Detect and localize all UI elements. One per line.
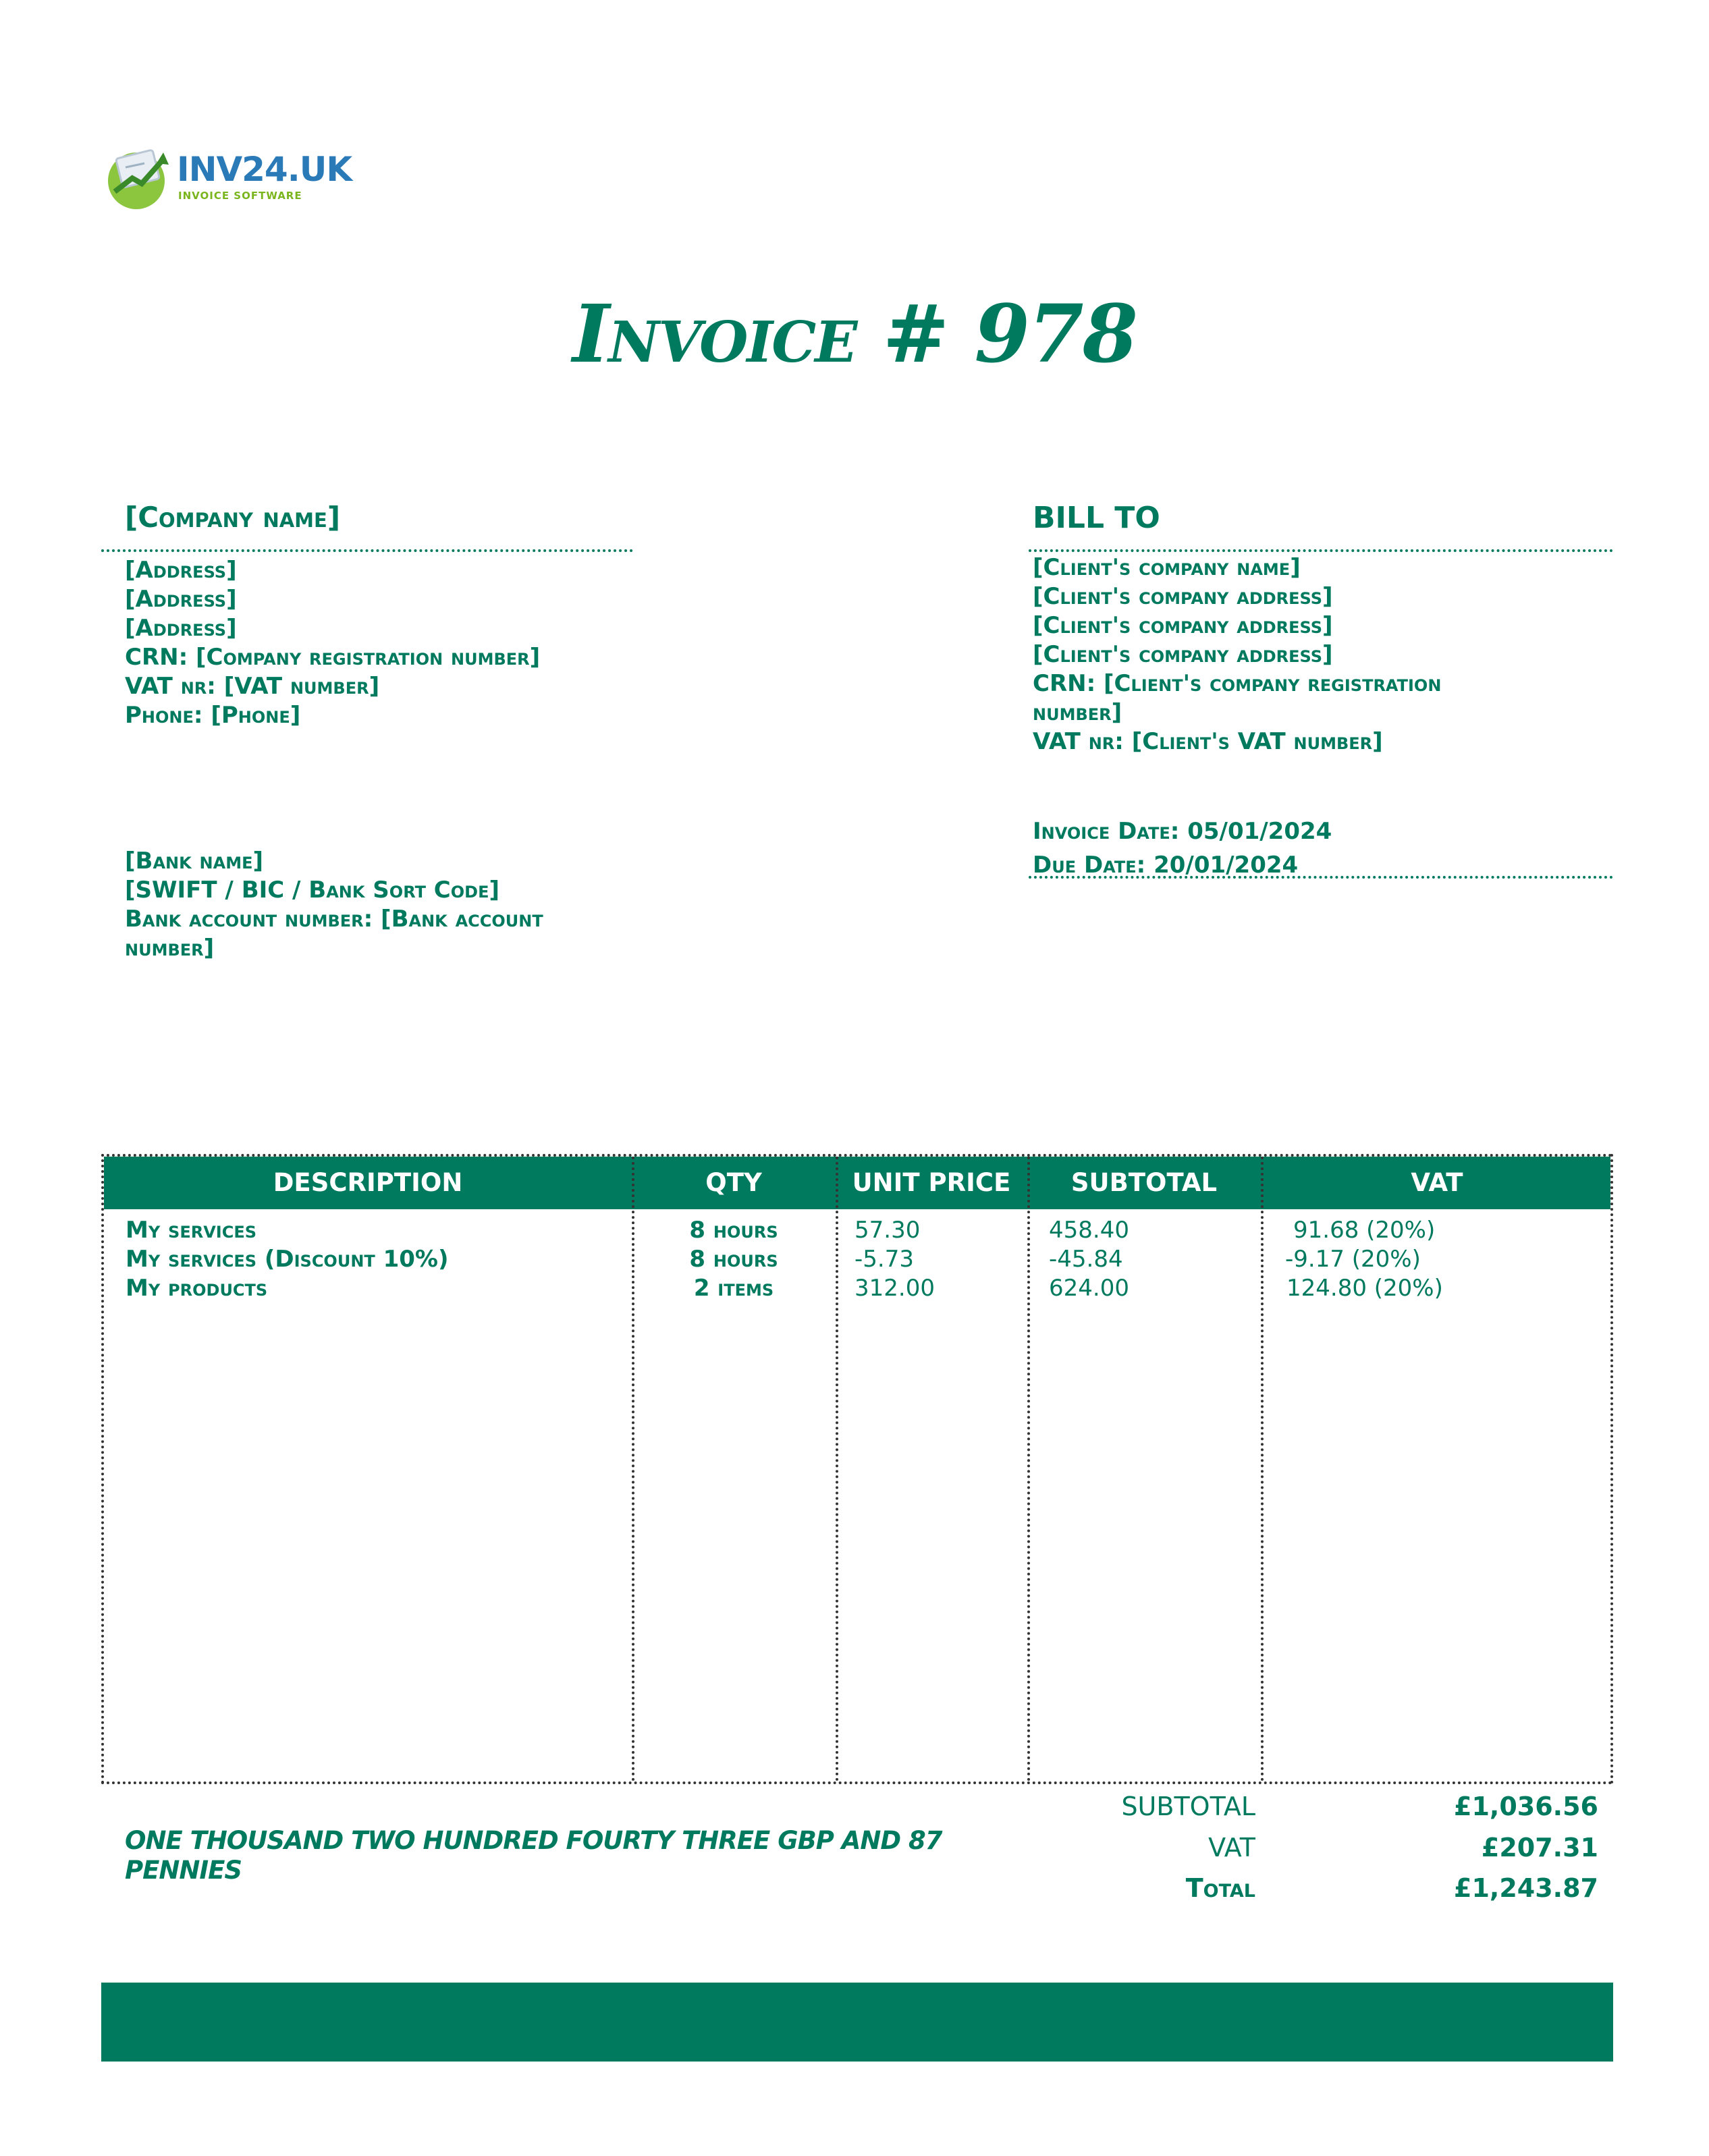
row-1-unit-price: 57.30 [854, 1217, 921, 1244]
row-2-subtotal: -45.84 [1049, 1246, 1123, 1273]
seller-address-2: [Address] [125, 586, 237, 613]
row-3-vat: 124.80 (20%) [1286, 1275, 1443, 1302]
logo-tagline: INVOICE SOFTWARE [178, 190, 302, 202]
row-3-unit-price: 312.00 [854, 1275, 935, 1302]
client-vat: VAT nr: [Client's VAT number] [1033, 728, 1383, 755]
row-1-vat: 91.68 (20%) [1293, 1217, 1436, 1244]
column-divider [1261, 1157, 1264, 1781]
row-3-description: My products [126, 1275, 268, 1302]
client-address-3: [Client's company address] [1033, 641, 1333, 668]
vat-label: VAT [1208, 1833, 1255, 1862]
row-2-vat: -9.17 (20%) [1285, 1246, 1421, 1273]
invoice-date-label: Invoice Date: [1033, 818, 1180, 845]
row-1-description: My services [126, 1217, 257, 1244]
vat-value: £207.31 [1481, 1833, 1598, 1862]
seller-company-name: [Company name] [125, 501, 341, 534]
invoice-dates [1033, 814, 1332, 882]
subtotal-value: £1,036.56 [1454, 1792, 1598, 1821]
logo-brand: INV24.UK [177, 150, 352, 189]
row-2-qty: 8 hours [689, 1246, 778, 1273]
total-value: £1,243.87 [1454, 1873, 1598, 1903]
header-qty: QTY [705, 1168, 762, 1197]
due-date-value: 20/01/2024 [1154, 852, 1299, 879]
items-table [101, 1154, 1613, 1784]
column-divider [1027, 1157, 1030, 1781]
bank-name: [Bank name] [125, 848, 264, 875]
footer-bar [101, 1983, 1613, 2062]
seller-crn: CRN: [Company registration number] [125, 644, 541, 671]
header-vat: VAT [1411, 1168, 1463, 1197]
bank-account-number-cont: number] [125, 935, 215, 962]
due-date-label: Due Date: [1033, 852, 1146, 879]
row-1-subtotal: 458.40 [1049, 1217, 1129, 1244]
buyer-details [1033, 553, 1441, 756]
header-unit-price: UNIT PRICE [852, 1168, 1011, 1197]
seller-details [125, 556, 540, 730]
total-label: Total [1185, 1873, 1255, 1903]
row-2-unit-price: -5.73 [854, 1246, 914, 1273]
client-address-1: [Client's company address] [1033, 583, 1333, 610]
client-company-name: [Client's company name] [1033, 554, 1301, 581]
header-description: DESCRIPTION [273, 1168, 463, 1197]
client-address-2: [Client's company address] [1033, 612, 1333, 639]
seller-address-1: [Address] [125, 557, 237, 584]
bank-details [125, 847, 543, 963]
client-crn: CRN: [Client's company registration [1033, 670, 1442, 697]
bank-swift: [SWIFT / BIC / Bank Sort Code] [125, 877, 500, 904]
client-crn-cont: number] [1033, 699, 1122, 726]
seller-address-3: [Address] [125, 615, 237, 642]
row-3-qty: 2 items [693, 1275, 774, 1302]
seller-phone: Phone: [Phone] [125, 702, 301, 729]
row-3-subtotal: 624.00 [1049, 1275, 1129, 1302]
bill-to-heading: BILL TO [1033, 501, 1160, 535]
bank-account-number: Bank account number: [Bank account [125, 906, 543, 933]
subtotal-label: SUBTOTAL [1121, 1792, 1255, 1821]
dates-divider [1029, 876, 1613, 879]
amount-in-words: ONE THOUSAND TWO HUNDRED FOURTY THREE GBP AND 87 PENNIES [125, 1826, 942, 1885]
invoice-date [1033, 814, 1332, 848]
column-divider [836, 1157, 838, 1781]
invoice-title: Invoice # 978 [572, 287, 1137, 381]
invoice-date-value: 05/01/2024 [1187, 818, 1332, 845]
seller-vat: VAT nr: [VAT number] [125, 673, 380, 700]
row-1-qty: 8 hours [689, 1217, 778, 1244]
header-subtotal: SUBTOTAL [1070, 1168, 1218, 1197]
row-2-description: My services (Discount 10%) [126, 1246, 449, 1273]
buyer-divider [1029, 549, 1613, 552]
seller-divider [101, 549, 633, 552]
